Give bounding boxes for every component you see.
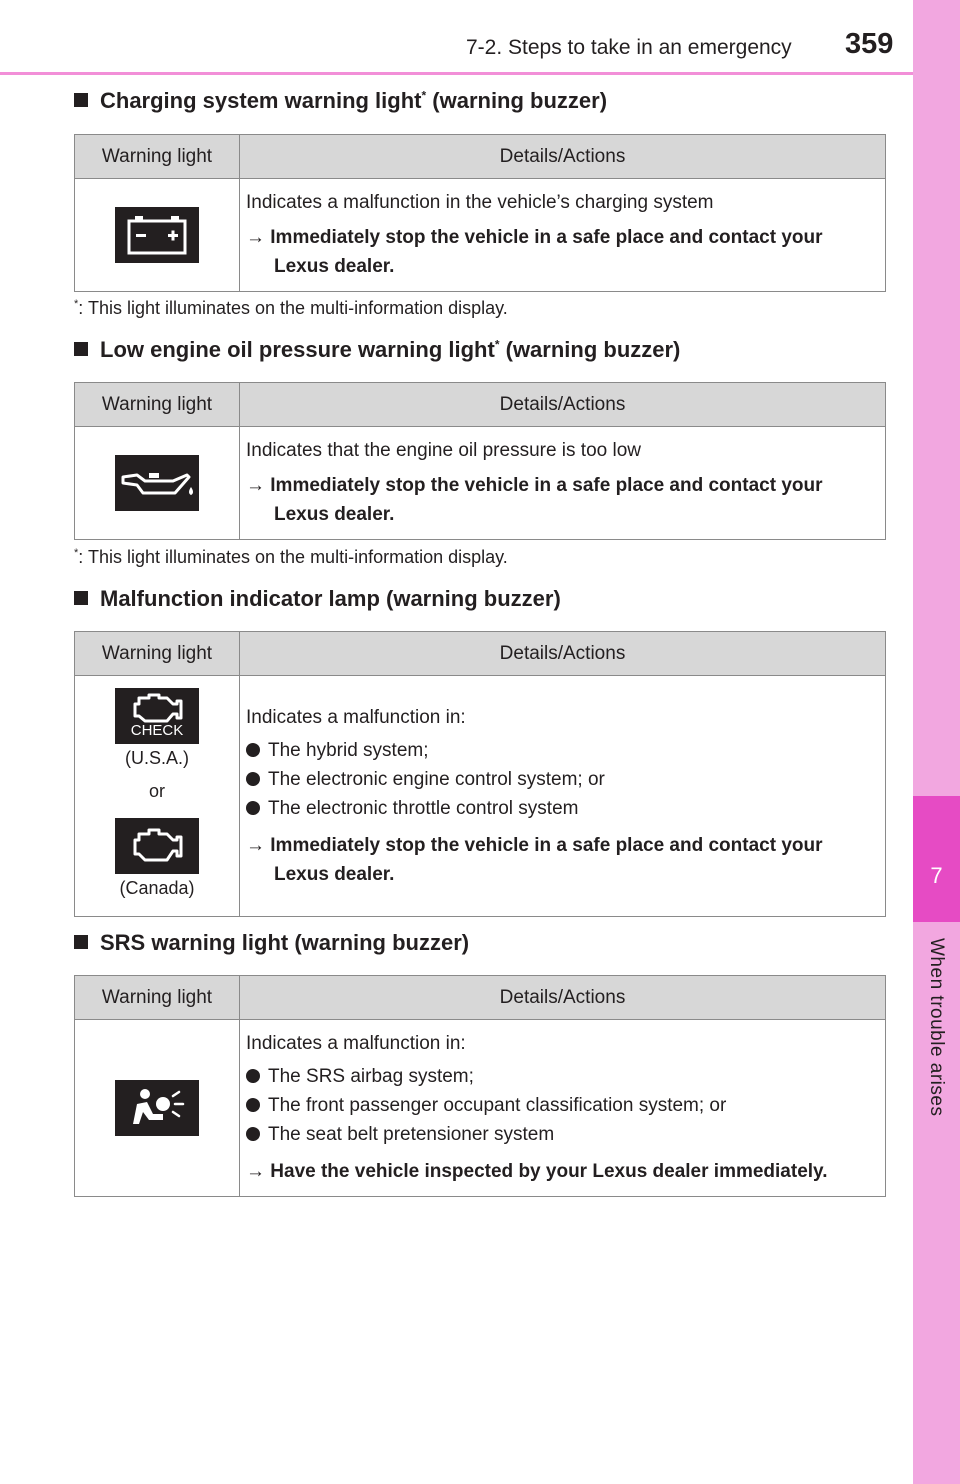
list-item: The front passenger occupant classification system; or bbox=[246, 1091, 877, 1120]
icon-or-text: or bbox=[148, 780, 165, 801]
oil-can-icon bbox=[115, 455, 199, 511]
col-header-warning-light: Warning light bbox=[75, 976, 240, 1020]
oil-pressure-table: Warning light Details/Actions Indicates that the engine oil pressure is too low → Immediately stop the vehicle in a safe place and contact your Lexus dealer. bbox=[74, 382, 886, 540]
airbag-icon bbox=[115, 1080, 199, 1136]
col-header-warning-light: Warning light bbox=[75, 632, 240, 676]
bullet-icon bbox=[246, 1069, 260, 1083]
heading-malfunction-indicator: Malfunction indicator lamp (warning buzzer) bbox=[74, 586, 561, 612]
engine-icon bbox=[115, 818, 199, 874]
header-rule bbox=[0, 72, 913, 75]
bullet-icon bbox=[246, 1127, 260, 1141]
icon-label-usa: (U.S.A.) bbox=[124, 747, 189, 768]
bullet-icon bbox=[246, 801, 260, 815]
heading-square-icon bbox=[74, 591, 88, 605]
check-engine-text: CHECK bbox=[130, 721, 184, 739]
col-header-details: Details/Actions bbox=[240, 383, 886, 427]
check-engine-icon bbox=[115, 688, 199, 744]
bullet-icon bbox=[246, 772, 260, 786]
heading-square-icon bbox=[74, 93, 88, 107]
heading-square-icon bbox=[74, 935, 88, 949]
bullet-icon bbox=[246, 1098, 260, 1112]
srs-warning-table: Warning light Details/Actions Indicates a malfunction in: The SRS airbag system; The front passenger occupant classification system; or The seat belt pretensioner system → Have the vehicle inspected by your Lexus dealer immediately. bbox=[74, 975, 886, 1197]
page-number: 359 bbox=[845, 28, 894, 60]
heading-square-icon bbox=[74, 342, 88, 356]
malfunction-indicator-table: Warning light Details/Actions CHECK (U.S.A.) or (Canada) Indicates a malfunction in: The hybrid system; The electronic engine control system; or The electronic throttle control system → Immediately stop the vehicle in a safe place and contact your Lexus dealer. bbox=[74, 631, 886, 917]
footnote-charging: *: This light illuminates on the multi-information display. bbox=[74, 298, 508, 318]
battery-icon bbox=[115, 207, 199, 263]
col-header-details: Details/Actions bbox=[240, 976, 886, 1020]
heading-charging-system: Charging system warning light* (warning buzzer) bbox=[74, 88, 607, 114]
charging-system-table: Warning light Details/Actions Indicates a malfunction in the vehicle’s charging system → Immediately stop the vehicle in a safe place and contact your Lexus dealer. bbox=[74, 134, 886, 292]
icon-label-canada: (Canada) bbox=[119, 877, 195, 898]
col-header-details: Details/Actions bbox=[240, 632, 886, 676]
heading-oil-pressure: Low engine oil pressure warning light* (warning buzzer) bbox=[74, 337, 680, 363]
chapter-number: 7 bbox=[913, 796, 960, 922]
col-header-details: Details/Actions bbox=[240, 135, 886, 179]
col-header-warning-light: Warning light bbox=[75, 383, 240, 427]
col-header-warning-light: Warning light bbox=[75, 135, 240, 179]
list-item: The electronic engine control system; or bbox=[246, 765, 877, 794]
chapter-side-tab bbox=[913, 0, 960, 1484]
list-item: The SRS airbag system; bbox=[246, 1062, 877, 1091]
list-item: The electronic throttle control system bbox=[246, 794, 877, 823]
bullet-icon bbox=[246, 743, 260, 757]
section-title: 7-2. Steps to take in an emergency bbox=[466, 36, 792, 59]
heading-srs-warning: SRS warning light (warning buzzer) bbox=[74, 930, 469, 956]
list-item: The hybrid system; bbox=[246, 736, 877, 765]
chapter-label: When trouble arises bbox=[926, 938, 947, 1117]
footnote-oil: *: This light illuminates on the multi-information display. bbox=[74, 547, 508, 567]
list-item: The seat belt pretensioner system bbox=[246, 1120, 877, 1149]
